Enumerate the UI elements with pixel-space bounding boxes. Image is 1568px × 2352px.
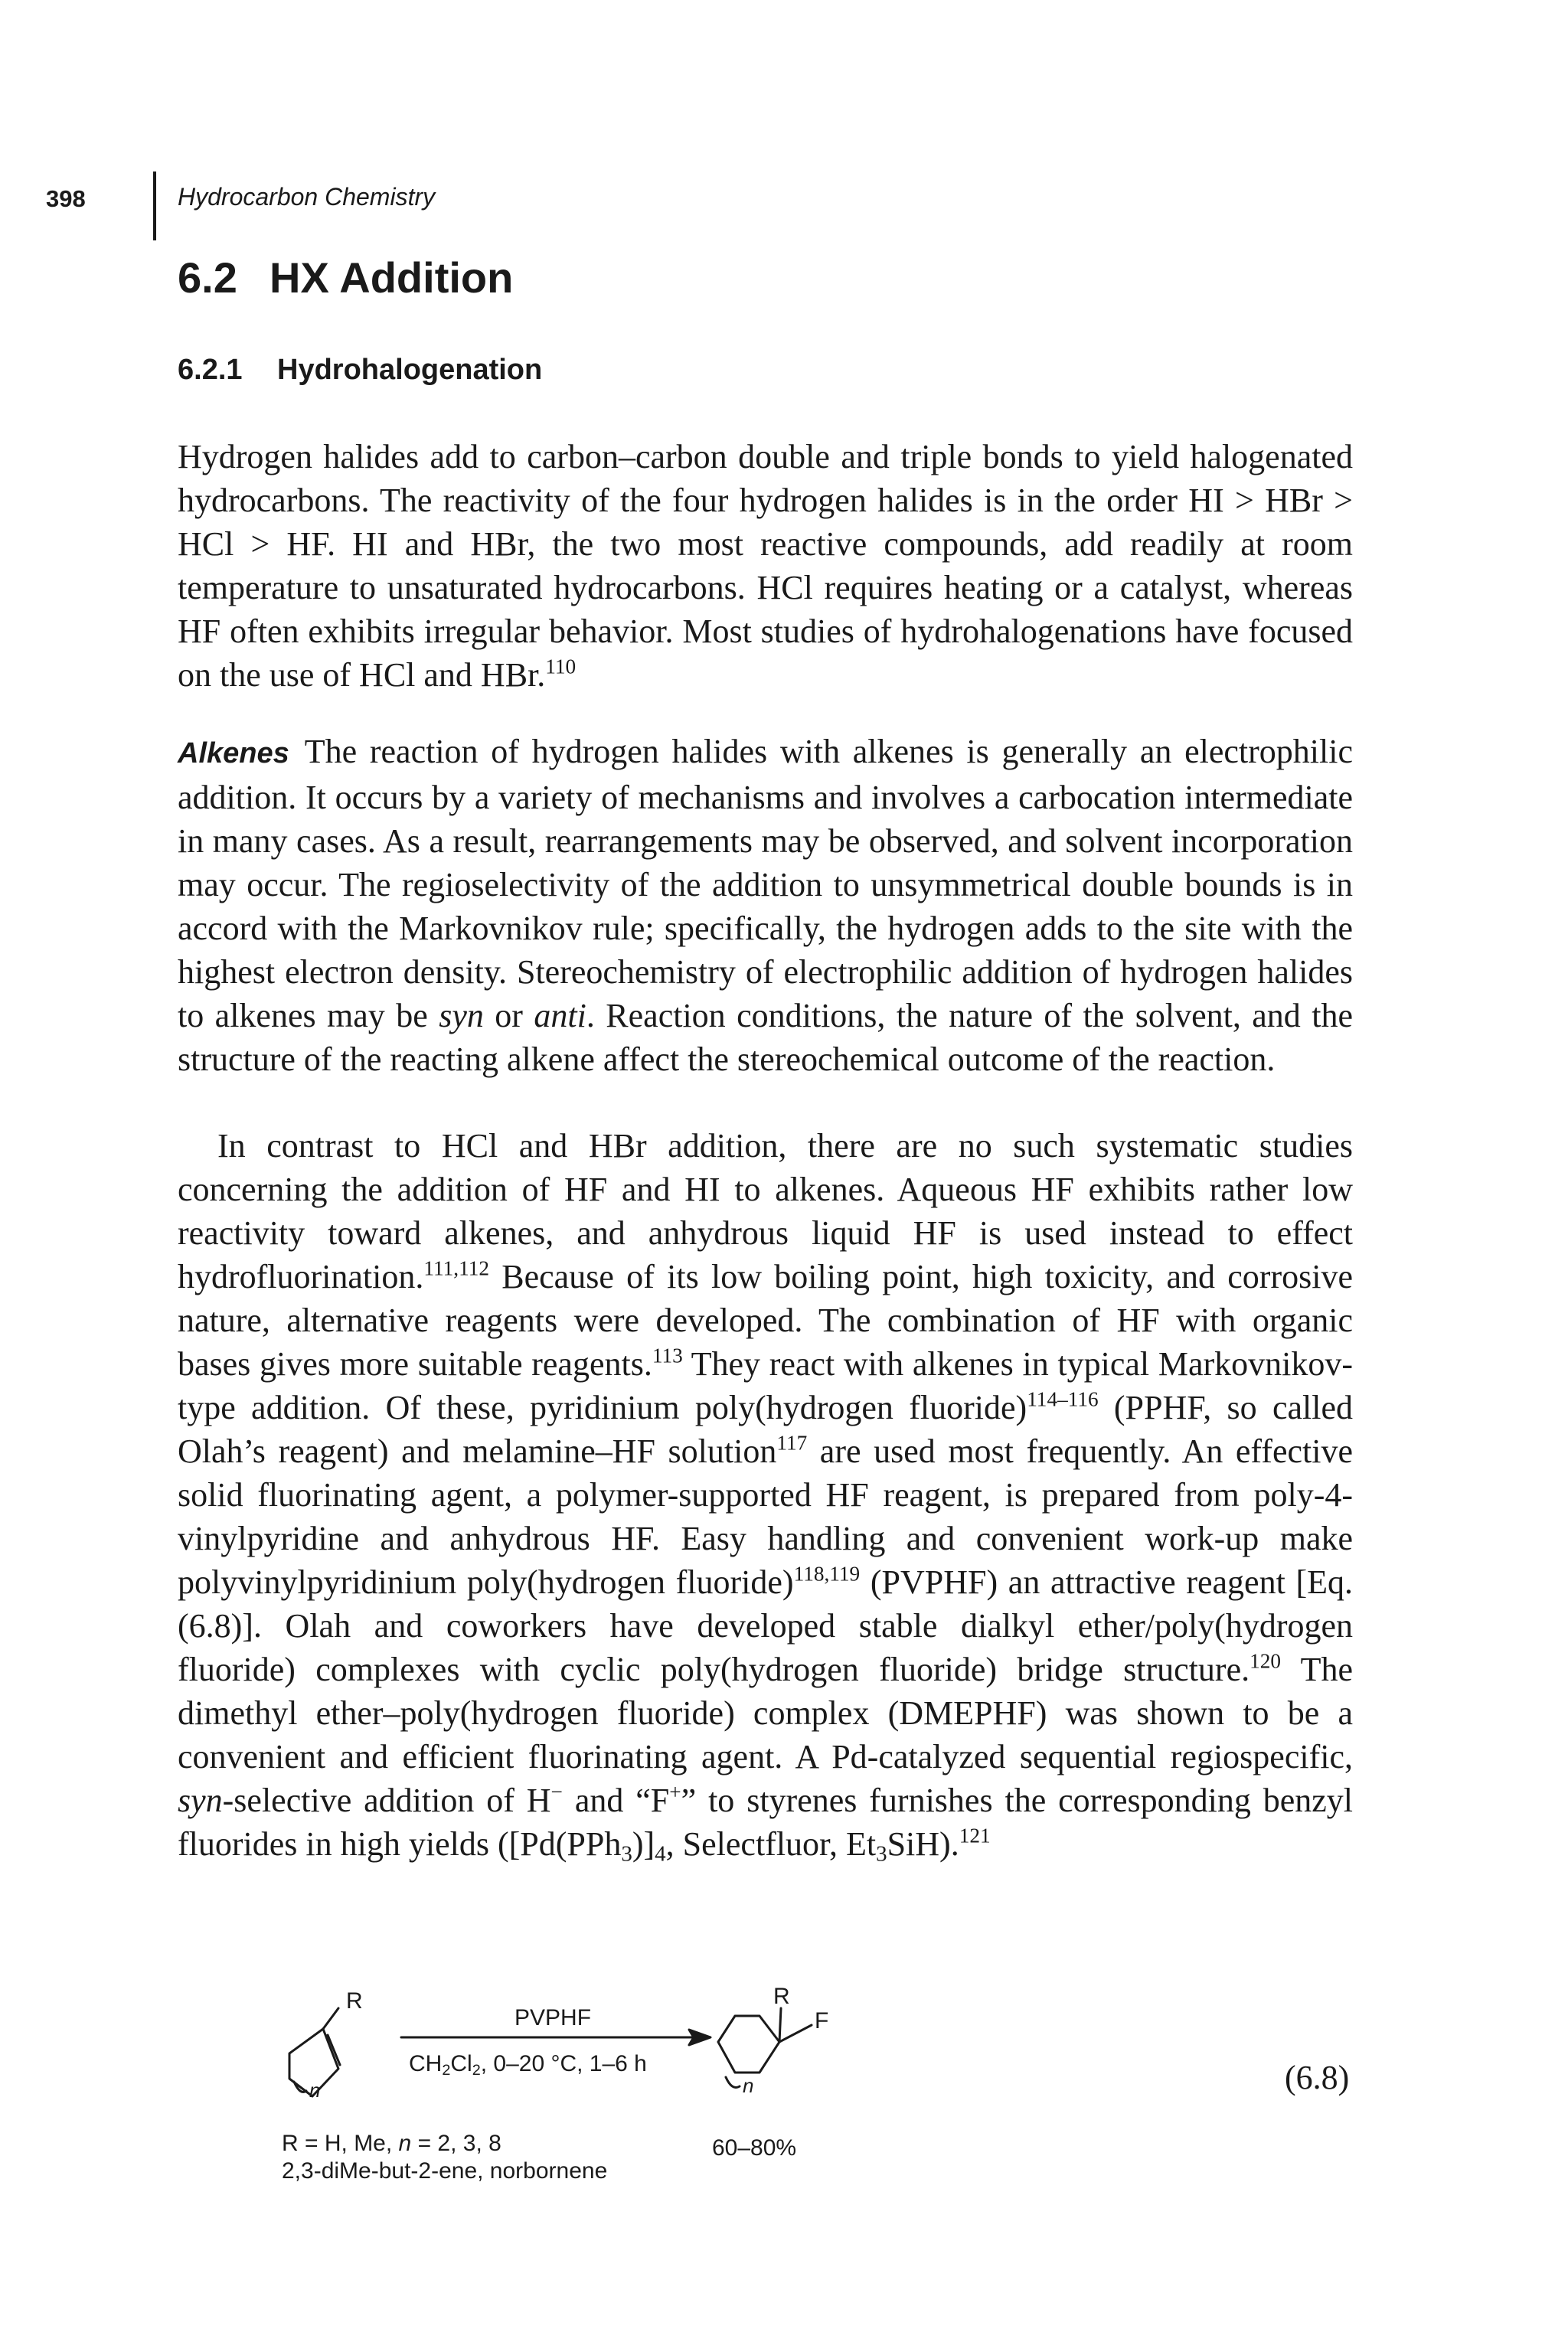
- para-3-text-4: (PPHF, so called Olah’s reagent) and melamine–HF solution: [178, 1389, 1353, 1470]
- paragraph-intro: [178, 435, 1353, 697]
- para-3-text-2: Because of its low boiling point, high toxicity, and corrosive nature, alternative reagents were developed. The combination of HF with organic bases gives more suitable reagents.: [178, 1258, 1353, 1383]
- reaction-conditions: $CH_2Cl_2$, 0–20 °C, 1–6 h: [409, 2051, 647, 2079]
- product-substituent-r: R: [773, 1984, 790, 2009]
- para-3-text-13: SiH).: [887, 1825, 959, 1863]
- subsection-number: 6.2.1: [178, 354, 243, 386]
- product-r-bond: [779, 2008, 781, 2042]
- paragraph-hf-hi: [178, 1124, 1353, 1866]
- product-yield: 60–80%: [712, 2135, 797, 2161]
- product-substituent-f: F: [815, 2008, 829, 2034]
- product-ring-size-n: n: [743, 2074, 754, 2097]
- page-number: 398: [46, 185, 86, 212]
- double-bond-line: [328, 2035, 340, 2065]
- para-2-text-1: The reaction of hydrogen halides with alkenes is generally an electrophilic addition. It occurs by a variety of mechanisms and involves a carbocation intermediate in many cases. As a result, rearrangements may be observed, and solvent incorporation may occur. The regioselectivity of the addition to unsymmetrical double bounds is in accord with the Markovnikov rule; specifically, the hydrogen adds to the site with the highest electron density. Stereochemistry of electrophilic addition of hydrogen halides to alkenes may be: [178, 733, 1353, 1034]
- header-rule: [153, 172, 156, 240]
- para-3-text-3: They react with alkenes in typical Markovnikov-type addition. Of these, pyridinium poly(hydrogen fluoride): [178, 1345, 1354, 1426]
- section-number: 6.2: [178, 253, 237, 302]
- para-3-text-9: and “F: [562, 1782, 670, 1819]
- para-3-text-5: are used most frequently. An effective solid fluorinating agent, a polymer-supported HF reagent, is prepared from poly-4-vinylpyridine and anhydrous HF. Easy handling and convenient work-up make polyvinylpyridinium poly(hydrogen fluoride): [178, 1432, 1353, 1601]
- term-syn: syn: [439, 997, 484, 1034]
- para-3-text-11: )]: [632, 1825, 655, 1863]
- reference-113: 113: [652, 1344, 683, 1367]
- subscript-3: 3: [621, 1841, 632, 1867]
- section-title-text: HX Addition: [270, 253, 514, 302]
- para-2-text-3: . Reaction conditions, the nature of the solvent, and the structure of the reacting alkene affect the stereochemical outcome of the reaction.: [178, 997, 1353, 1078]
- para-3-text-1: In contrast to HCl and HBr addition, there are no such systematic studies concerning the addition of HF and HI to alkenes. Aqueous HF exhibits rather low reactivity toward alkenes, and anhydrous liquid HF is used instead to effect hydrofluorination.: [178, 1127, 1353, 1295]
- scope-substituents: R = H, Me, n = 2, 3, 8: [282, 2131, 501, 2156]
- reference-111-112: 111,112: [423, 1256, 489, 1280]
- product-ring-bracket: [726, 2077, 740, 2088]
- subsection-title: [178, 354, 542, 387]
- reactant-r-bond: [323, 2008, 338, 2029]
- reagent-pvphf: PVPHF: [514, 2005, 592, 2030]
- para-2-text-2: or: [483, 997, 534, 1034]
- equation-number: (6.8): [1285, 2059, 1350, 2096]
- section-title: [178, 253, 513, 302]
- subscript-3: 3: [876, 1841, 887, 1867]
- running-title: Hydrocarbon Chemistry: [178, 183, 436, 211]
- fluoronium-charge: +: [669, 1780, 681, 1804]
- para-3-text-12: , Selectfluor, Et: [665, 1825, 877, 1863]
- term-anti: anti: [534, 997, 586, 1034]
- reactant-ring-size-n: n: [309, 2079, 321, 2102]
- reference-114-116: 114–116: [1027, 1387, 1099, 1411]
- reaction-scheme-drawing: [276, 1971, 858, 2125]
- cycloalkane-ring: [718, 2016, 779, 2073]
- subsection-title-text: Hydrohalogenation: [277, 354, 543, 386]
- para-3-text-7: The dimethyl ether–poly(hydrogen fluoride) complex (DMEPHF) was shown to be a convenient and efficient fluorinating agent. A Pd-catalyzed sequential regiospecific,: [178, 1651, 1353, 1775]
- subscript-4: 4: [655, 1841, 666, 1867]
- product-f-bond: [779, 2025, 812, 2042]
- reference-120: 120: [1250, 1649, 1282, 1673]
- hydride-charge: −: [550, 1780, 563, 1804]
- term-syn-selective: syn: [178, 1782, 223, 1819]
- paragraph-alkenes: [178, 730, 1353, 1081]
- para-1-text: Hydrogen halides add to carbon–carbon double and triple bonds to yield halogenated hydrocarbons. The reactivity of the four hydrogen halides is in the order HI > HBr > HCl > HF. HI and HBr, the two most reactive compounds, add readily at room temperature to unsaturated hydrocarbons. HCl requires heating or a catalyst, whereas HF often exhibits irregular behavior. Most studies of hydrohalogenations have focused on the use of HCl and HBr.: [178, 438, 1353, 694]
- reference-121: 121: [959, 1824, 991, 1847]
- para-3-text-10: ” to styrenes furnishes the corresponding benzyl fluorides in high yields ([Pd(PPh: [178, 1782, 1354, 1863]
- reference-110: 110: [545, 655, 577, 678]
- reactant-substituent-r: R: [346, 1988, 363, 2014]
- para-3-text-8: -selective addition of H: [222, 1782, 551, 1819]
- para-3-text-6: (PVPHF) an attractive reagent [Eq. (6.8)]. Olah and coworkers have developed stable dialkyl ether/poly(hydrogen fluoride) complexes with cyclic poly(hydrogen fluoride) bridge structure.: [178, 1563, 1354, 1688]
- reference-117: 117: [776, 1431, 808, 1455]
- reference-118-119: 118,119: [793, 1562, 861, 1586]
- scope-other-alkenes: 2,3-diMe-but-2-ene, norbornene: [282, 2158, 608, 2184]
- reaction-scheme: [276, 1971, 858, 2194]
- run-in-heading-alkenes: Alkenes: [178, 737, 289, 769]
